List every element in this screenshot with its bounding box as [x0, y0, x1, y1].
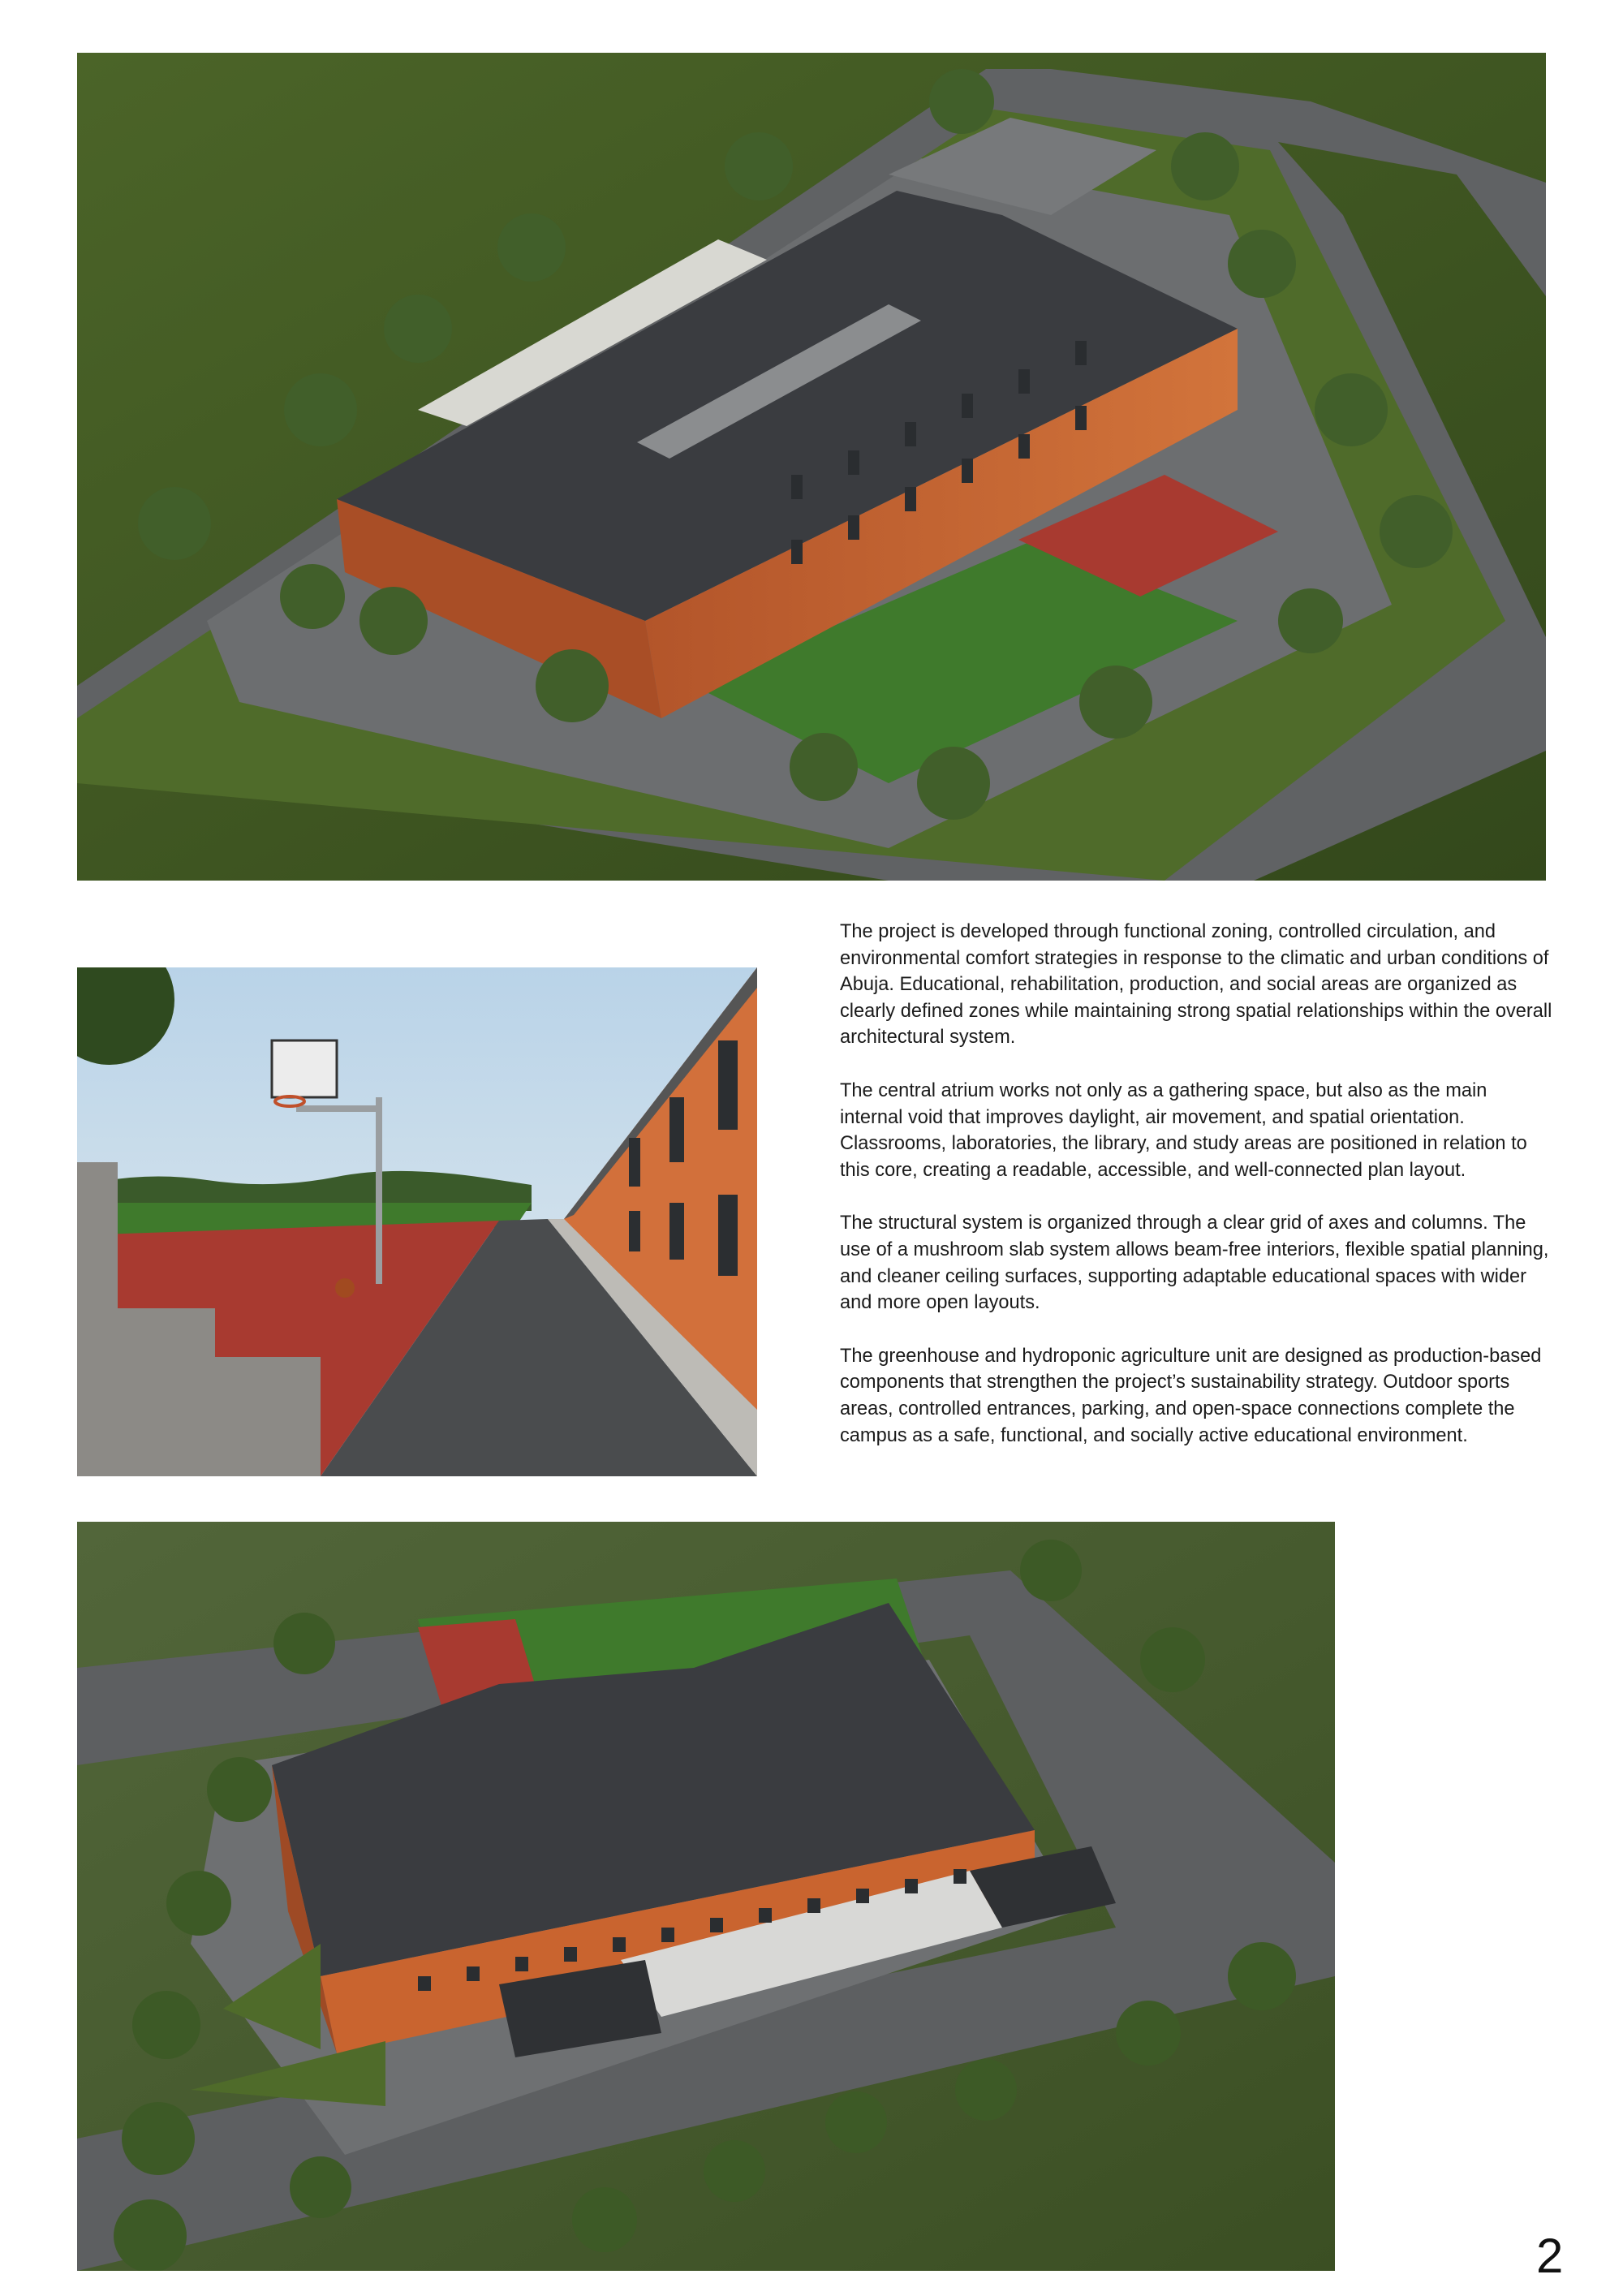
court-perspective-render	[77, 967, 757, 1476]
project-description	[840, 919, 1554, 1475]
paragraph-atrium: The central atrium works not only as a gathering space, but also as the main internal void that improves daylight, air movement, and spatial orientation. Classrooms, laboratories, the library, and study areas are positioned in relation to this core, creating a readable, accessible, and well-connected plan layout.	[840, 1079, 1527, 1181]
aerial-render-bottom	[77, 1522, 1335, 2271]
paragraph-zoning: The project is developed through functional zoning, controlled circulation, and environmental comfort strategies in response to the climatic and urban conditions of Abuja. Educational, rehabilitation, production, and social areas are organized as clearly defined zones while maintaining strong spatial relationships within the overall architectural system.	[840, 921, 1552, 1049]
aerial-render-top	[77, 53, 1546, 881]
paragraph-structure: The structural system is organized through a clear grid of axes and columns. The use of a mushroom slab system allows beam-free interiors, flexible spatial planning, and cleaner ceiling surfaces, supporting adaptable educational spaces with wider and more open layouts.	[840, 1213, 1549, 1314]
page-number: 2	[1536, 2229, 1564, 2283]
paragraph-greenhouse: The greenhouse and hydroponic agriculture unit are designed as production-based components that strengthen the project’s sustainability strategy. Outdoor sports areas, controlled entrances, parking, and open-space connections complete the campus as a safe, functional, and socially active educational environment.	[840, 1345, 1542, 1446]
